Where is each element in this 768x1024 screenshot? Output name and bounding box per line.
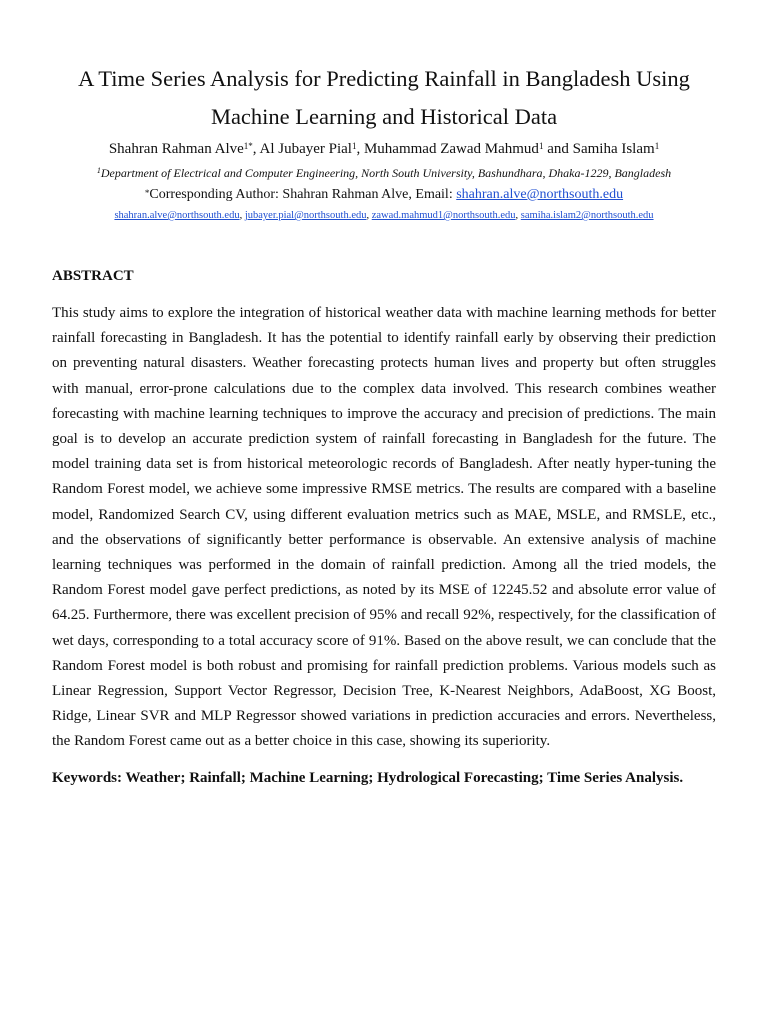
author-superscript: 1*: [243, 141, 253, 151]
author: [259, 141, 363, 157]
abstract-text: This study aims to explore the integration of historical weather data with machine learning methods for better rainfall forecasting in Bangladesh. It has the potential to identify rainfall early by observing their prediction on preventing natural disasters. Weather forecasting protects human lives and property but often struggles with manual, error-prone calculations due to the complex data involved. This research combines weather forecasting with machine learning techniques to improve the accuracy and precision of predictions. The main goal is to develop an accurate prediction system of rainfall forecasting in Bangladesh for the future. The model training data set is from historical meteorologic records of Bangladesh. After neatly hyper-tuning the Random Forest model, we achieve some impressive RMSE metrics. The results are compared with a baseline model, Randomized Search CV, using different evaluation metrics such as MAE, MSLE, and RMSLE, etc., and the observations of significantly better performance is observable. An extensive analysis of machine learning techniques was performed in the domain of rainfall prediction. Among all the tried models, the Random Forest model gave perfect predictions, as noted by its MSE of 12245.52 and absolute error value of 64.25. Furthermore, there was excellent precision of 95% and recall 92%, respectively, for the classification of wet days, corresponding to a total accuracy score of 91%. Based on the above result, we can conclude that the Random Forest model is both robust and promising for rainfall prediction problems. Various models such as Linear Regression, Support Vector Regressor, Decision Tree, K-Nearest Neighbors, AdaBoost, XG Boost, Ridge, Linear SVR and MLP Regressor showed variations in prediction accuracies and errors. Nevertheless, the Random Forest came out as a better choice in this case, showing its superiority.: [52, 305, 716, 750]
author-separator: ,: [356, 141, 364, 157]
author-superscript: 1: [538, 141, 544, 151]
author-emails: [20, 208, 748, 224]
email-separator: ,: [515, 210, 521, 221]
author-superscript: 1: [351, 141, 357, 151]
corresponding-superscript: *: [144, 188, 150, 198]
email-link[interactable]: jubayer.pial@northsouth.edu: [244, 210, 367, 221]
email-link[interactable]: samiha.islam2@northsouth.edu: [520, 210, 654, 221]
author-separator: ,: [252, 141, 260, 157]
corresponding-label: Corresponding Author: Shahran Rahman Alve, Email:: [149, 187, 457, 202]
email-link[interactable]: zawad.mahmud1@northsouth.edu: [371, 210, 516, 221]
abstract-heading: ABSTRACT: [52, 268, 134, 284]
author-name: Al Jubayer Pial: [259, 141, 352, 157]
email-separator: ,: [239, 210, 245, 221]
author: [364, 141, 573, 157]
author: [573, 141, 660, 157]
affiliation-text: Department of Electrical and Computer Engineering, North South University, Bashundhara, Dhaka-1229, Bangladesh: [100, 166, 672, 180]
keywords: Keywords: Weather; Rainfall; Machine Learning; Hydrological Forecasting; Time Series Analysis.: [52, 770, 684, 786]
author-separator: and: [543, 141, 573, 157]
author-name: Shahran Rahman Alve: [108, 141, 244, 157]
affiliation-superscript: 1: [96, 166, 101, 175]
corresponding-author: [20, 185, 748, 205]
email-link[interactable]: shahran.alve@northsouth.edu: [114, 210, 240, 221]
corresponding-email-link[interactable]: shahran.alve@northsouth.edu: [456, 187, 624, 202]
title-line-2: Machine Learning and Historical Data: [210, 104, 558, 129]
author-list: [20, 139, 748, 159]
title-line-1: A Time Series Analysis for Predicting Rainfall in Bangladesh Using: [78, 66, 690, 91]
affiliation: [20, 164, 748, 182]
author-name: Samiha Islam: [572, 141, 655, 157]
author: [109, 141, 260, 157]
paper-title: [40, 60, 728, 136]
author-superscript: 1: [654, 141, 660, 151]
author-name: Muhammad Zawad Mahmud: [363, 141, 539, 157]
email-separator: ,: [366, 210, 372, 221]
